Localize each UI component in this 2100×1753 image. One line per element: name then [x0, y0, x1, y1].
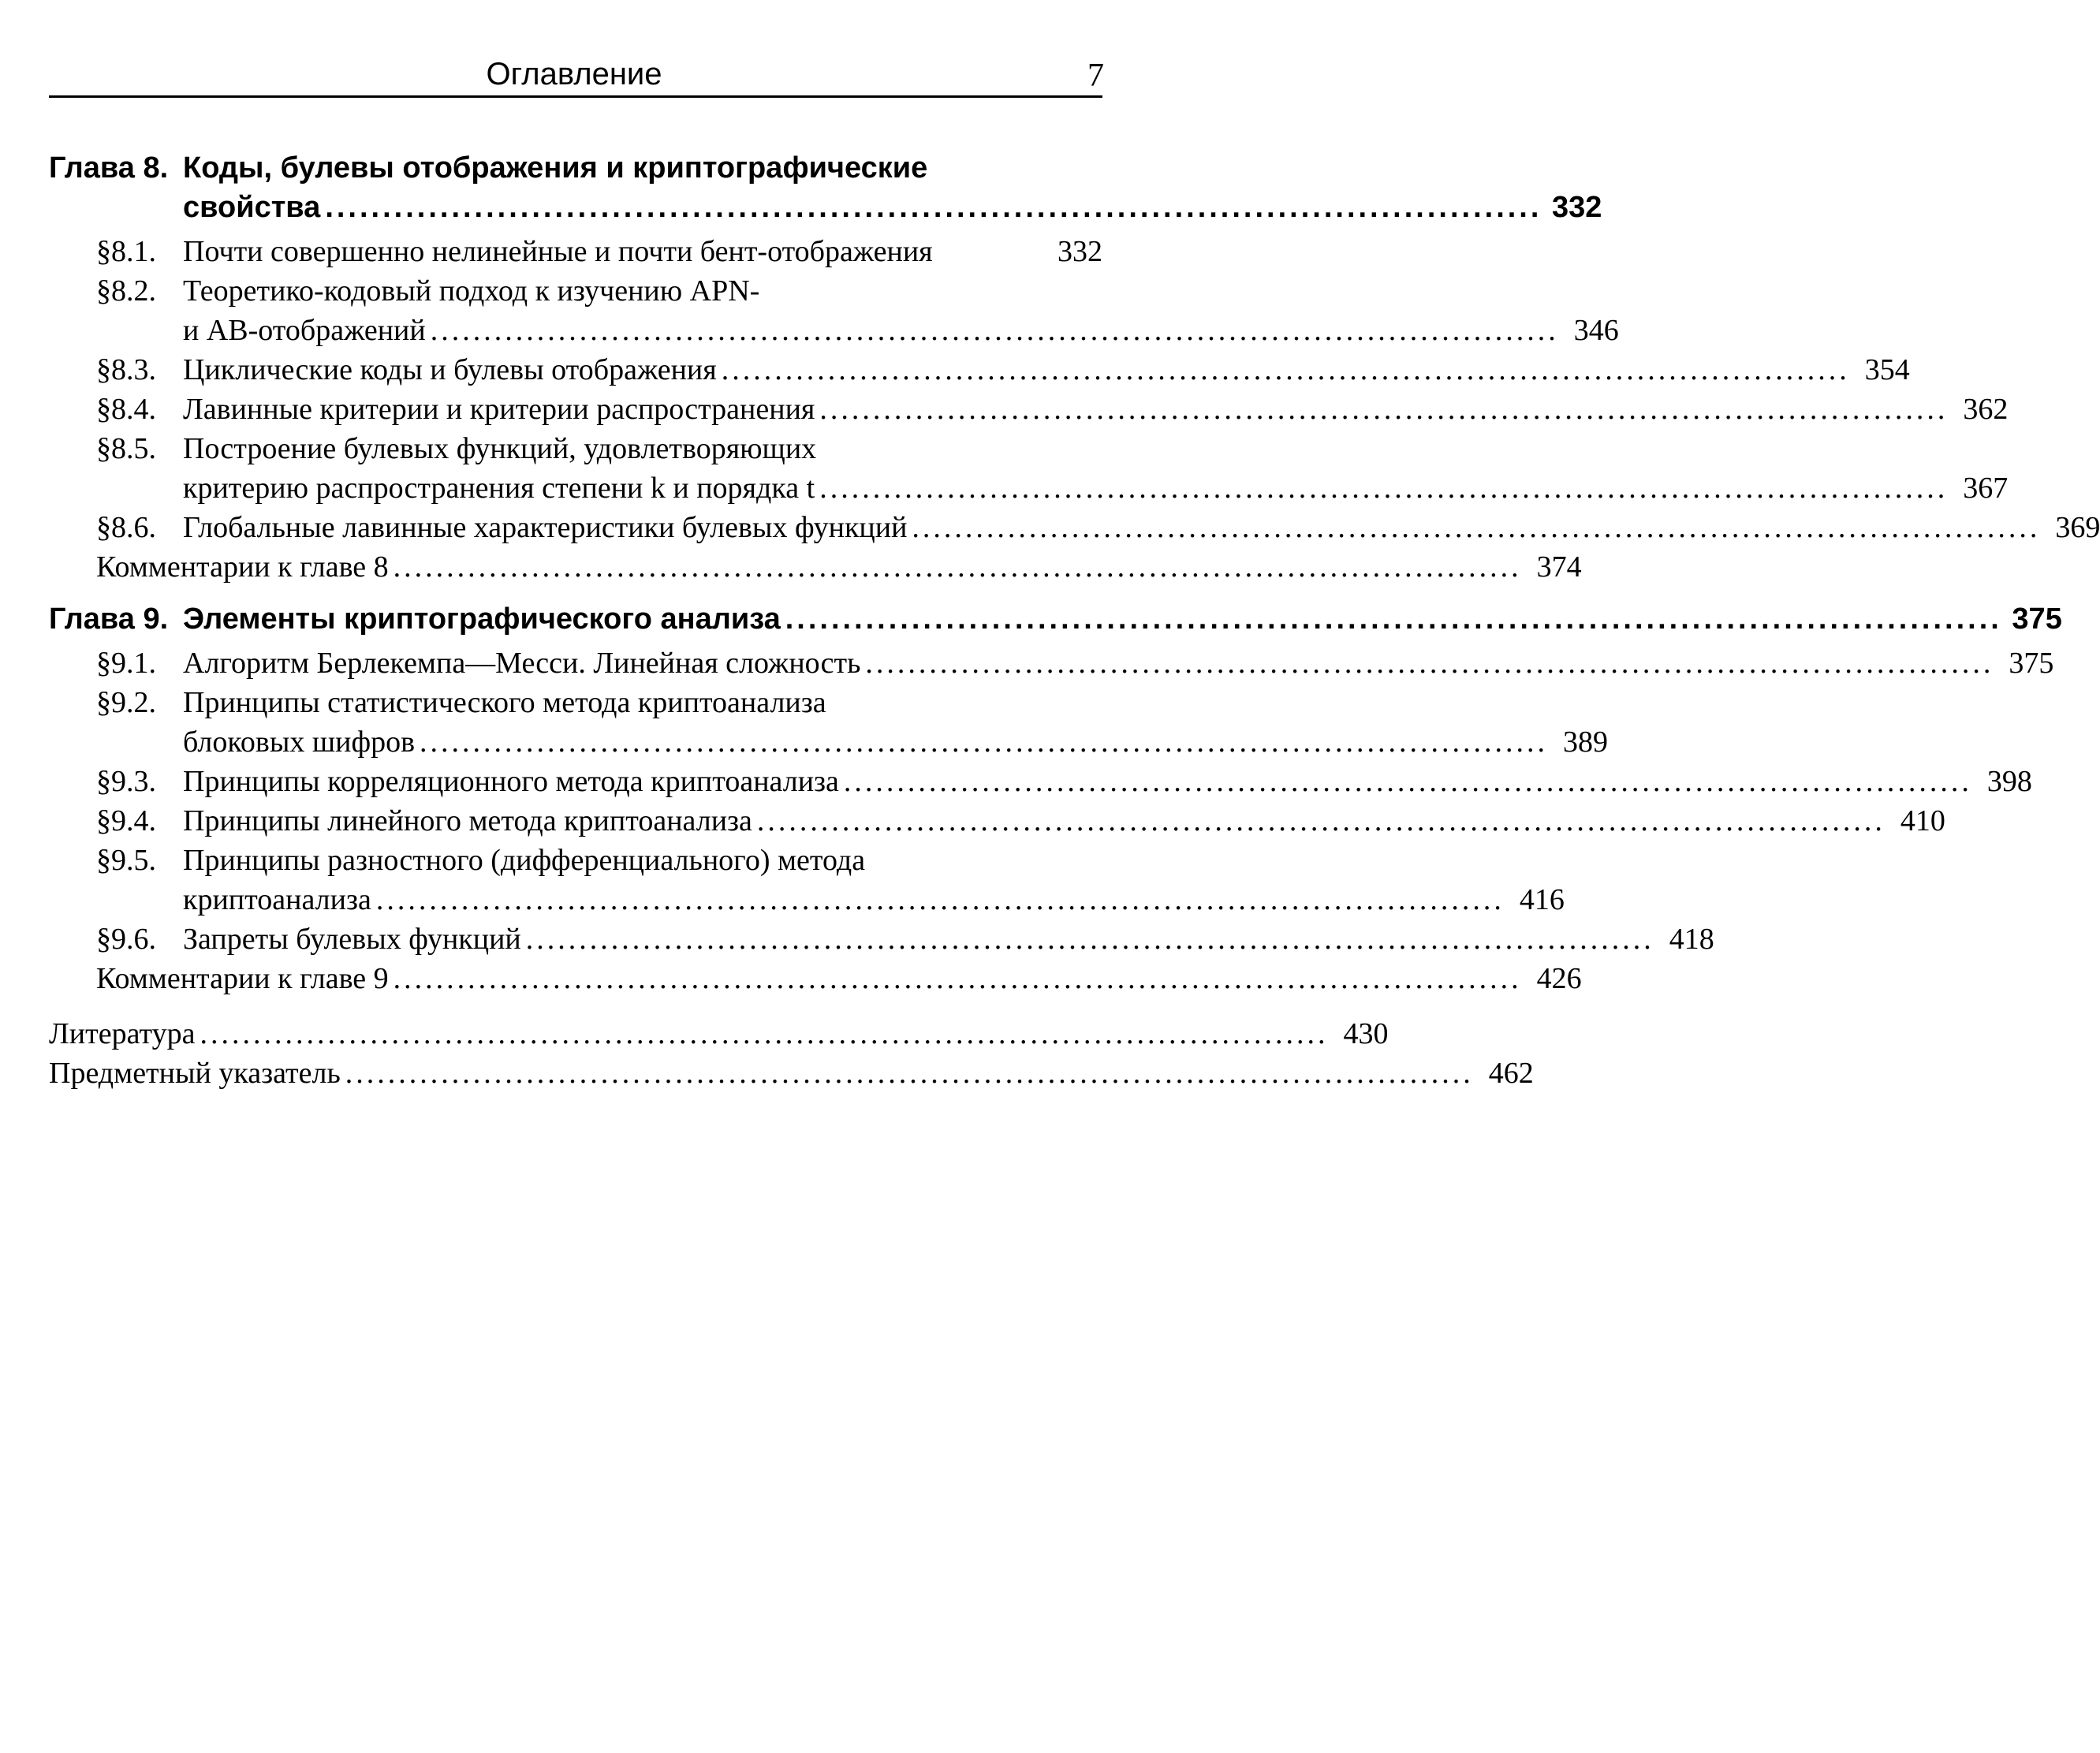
toc-section-8-3[interactable]	[49, 350, 1910, 390]
page-ref: 462	[1488, 1057, 1534, 1090]
page-ref: 367	[1963, 472, 2009, 505]
page-ref: 332	[1552, 191, 1602, 224]
page-ref: 354	[1864, 353, 1910, 386]
section-number: §9.4.	[96, 804, 156, 837]
toc-comment-chapter-9[interactable]	[49, 959, 1582, 998]
toc-section-9-1[interactable]	[49, 643, 2054, 683]
dot-leader: ..........................................................................................................	[430, 314, 1559, 347]
page-ref: 369	[2055, 511, 2100, 544]
section-title-line2: криптоанализа	[183, 883, 371, 916]
page-ref: 410	[1900, 804, 1945, 837]
page-ref: 398	[1986, 765, 2032, 798]
toc-chapter-8[interactable]	[49, 148, 1602, 227]
section-number: §9.3.	[96, 765, 156, 798]
section-number: §9.1.	[96, 647, 156, 680]
toc-section-9-3[interactable]	[49, 762, 2032, 801]
section-number: §8.1.	[96, 235, 156, 268]
toc-section-8-5[interactable]	[49, 429, 2009, 508]
dot-leader: ..........................................................................................................	[819, 472, 1949, 505]
page-ref: 374	[1536, 550, 1582, 584]
chapter-number: Глава 8.	[49, 151, 169, 185]
toc-comment-chapter-8[interactable]	[49, 547, 1582, 587]
section-title: Глобальные лавинные характеристики булевых функций	[183, 511, 908, 544]
dot-leader: ..........................................................................................................	[843, 765, 1972, 798]
section-number: §8.3.	[96, 353, 156, 386]
dot-leader: ..........................................................................................................	[785, 602, 2002, 636]
section-title-line2: критерию распространения степени k и порядка t	[183, 472, 815, 505]
section-title-line1: Теоретико-кодовый подход к изучению APN-	[183, 274, 760, 308]
toc-chapter-9[interactable]	[49, 599, 2062, 639]
page-number: 7	[1087, 58, 1104, 94]
page-ref: 426	[1536, 962, 1582, 995]
section-number: §9.5.	[96, 844, 156, 877]
toc-section-9-5[interactable]	[49, 841, 1565, 919]
dot-leader: ..........................................................................................................	[756, 804, 1886, 837]
dot-leader: ..........................................................................................................	[345, 1057, 1474, 1090]
dot-leader: ..........................................................................................................	[865, 647, 1994, 680]
section-title: Циклические коды и булевы отображения	[183, 353, 717, 386]
section-number: §8.6.	[96, 511, 156, 544]
toc-section-8-4[interactable]	[49, 390, 2009, 429]
dot-leader: ..........................................................................................................	[420, 725, 1549, 759]
page-ref: 362	[1963, 393, 2009, 426]
toc-section-8-2[interactable]	[49, 271, 1619, 350]
page-ref: 389	[1563, 725, 1609, 759]
dot-leader: ..........................................................................................................	[819, 393, 1949, 426]
dot-leader: ..........................................................................................................	[393, 550, 1522, 584]
chapter-title-line2: свойства	[183, 191, 321, 224]
chapter-title: Элементы криптографического анализа	[183, 602, 781, 636]
section-title-line1: Принципы статистического метода криптоанализа	[183, 686, 826, 719]
dot-leader: ..........................................................................................................	[721, 353, 1850, 386]
comment-title: Комментарии к главе 9	[96, 962, 389, 995]
page-ref: 346	[1573, 314, 1619, 347]
toc-section-9-6[interactable]	[49, 919, 1714, 959]
section-title-line2: блоковых шифров	[183, 725, 416, 759]
dot-leader: ..........................................................................................................	[375, 883, 1505, 916]
literature-title: Литература	[49, 1017, 196, 1050]
table-of-contents	[49, 134, 2100, 1093]
page-ref: 375	[2012, 602, 2062, 636]
toc-section-8-6[interactable]	[49, 508, 2100, 547]
running-title: Оглавление	[486, 57, 662, 91]
dot-leader: ..........................................................................................................	[325, 191, 1542, 224]
page-ref: 375	[2009, 647, 2054, 680]
section-title: Почти совершенно нелинейные и почти бент-отображения	[183, 235, 933, 268]
chapter-title-line1: Коды, булевы отображения и криптографические	[183, 151, 928, 185]
page-ref: 416	[1519, 883, 1565, 916]
page-ref: 332	[1057, 235, 1102, 268]
section-title: Алгоритм Берлекемпа—Месси. Линейная сложность	[183, 647, 861, 680]
section-title: Запреты булевых функций	[183, 923, 521, 956]
section-title-line2: и AB-отображений	[183, 314, 426, 347]
toc-subject-index[interactable]	[49, 1054, 1534, 1093]
section-number: §8.2.	[96, 274, 156, 308]
page-ref: 430	[1343, 1017, 1389, 1050]
dot-leader: ..........................................................................................................	[912, 511, 2041, 544]
dot-leader: ..........................................................................................................	[393, 962, 1522, 995]
comment-title: Комментарии к главе 8	[96, 550, 389, 584]
toc-section-9-4[interactable]	[49, 801, 1945, 841]
dot-leader: ..........................................................................................................	[200, 1017, 1329, 1050]
chapter-number: Глава 9.	[49, 602, 169, 636]
section-title: Принципы линейного метода криптоанализа	[183, 804, 752, 837]
dot-leader: ..........................................................................................................	[525, 923, 1654, 956]
page-header	[0, 57, 1148, 96]
section-number: §9.6.	[96, 923, 156, 956]
section-title-line1: Построение булевых функций, удовлетворяющих	[183, 432, 817, 465]
index-title: Предметный указатель	[49, 1057, 341, 1090]
section-title-line1: Принципы разностного (дифференциального) метода	[183, 844, 866, 877]
section-number: §8.5.	[96, 432, 156, 465]
toc-literature[interactable]	[49, 1014, 1389, 1054]
section-title: Принципы корреляционного метода криптоанализа	[183, 765, 839, 798]
toc-section-9-2[interactable]	[49, 683, 1609, 762]
section-number: §8.4.	[96, 393, 156, 426]
section-title: Лавинные критерии и критерии распространения	[183, 393, 815, 426]
page-ref: 418	[1669, 923, 1714, 956]
header-rule	[49, 95, 1102, 98]
section-number: §9.2.	[96, 686, 156, 719]
toc-section-8-1[interactable]	[49, 232, 1102, 271]
